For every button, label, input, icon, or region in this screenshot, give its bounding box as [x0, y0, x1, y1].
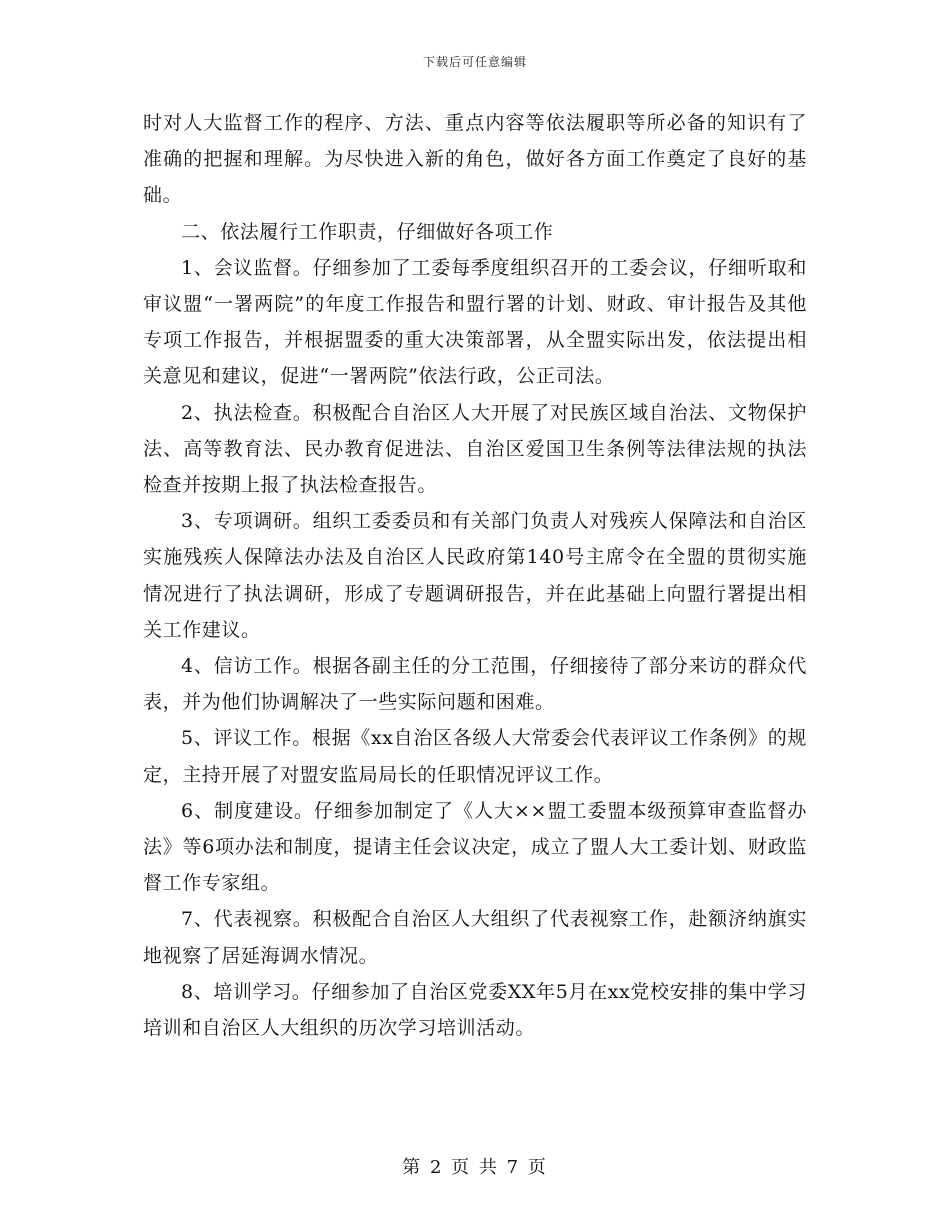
paragraph-training-study: 8、培训学习。仔细参加了自治区党委XX年5月在xx党校安排的集中学习培训和自治区人大组织的历次学习培训活动。 — [143, 980, 807, 1040]
page-number-footer: 第 2 页 共 7 页 — [402, 1157, 548, 1178]
paragraph-meeting-supervision: 1、会议监督。仔细参加了工委每季度组织召开的工委会议，仔细听取和审议盟“一署两院”的年度工作报告和盟行署的计划、财政、审计报告及其他专项工作报告，并根据盟委的重大决策部署，从全盟实际出发，依法提出相关意见和建议，促进“一署两院”依法行政，公正司法。 — [143, 256, 807, 388]
section-heading: 二、依法履行工作职责，仔细做好各项工作 — [181, 220, 554, 243]
paragraph-law-enforcement-inspection: 2、执法检查。积极配合自治区人大开展了对民族区域自治法、文物保护法、高等教育法、民办教育促进法、自治区爱国卫生条例等法律法规的执法检查并按期上报了执法检查报告。 — [143, 401, 807, 497]
paragraph-special-research: 3、专项调研。组织工委委员和有关部门负责人对残疾人保障法和自治区实施残疾人保障法办法及自治区人民政府第140号主席令在全盟的贯彻实施情况进行了执法调研，形成了专题调研报告，并在此基础上向盟行署提出相关工作建议。 — [143, 510, 807, 641]
paragraph-continuation: 时对人大监督工作的程序、方法、重点内容等依法履职等所必备的知识有了准确的把握和理解。为尽快进入新的角色，做好各方面工作奠定了良好的基础。 — [143, 112, 807, 207]
paragraph-system-building: 6、制度建设。仔细参加制定了《人大××盟工委盟本级预算审查监督办法》等6项办法和制度，提请主任会议决定，成立了盟人大工委计划、财政监督工作专家组。 — [143, 799, 807, 895]
paragraph-petition-work: 4、信访工作。根据各副主任的分工范围，仔细接待了部分来访的群众代表，并为他们协调解决了一些实际问题和困难。 — [143, 655, 807, 714]
page-header: 下载后可任意编辑 — [422, 55, 527, 69]
paragraph-representative-inspection: 7、代表视察。积极配合自治区人大组织了代表视察工作，赴额济纳旗实地视察了居延海调水情况。 — [143, 908, 807, 967]
document-body — [143, 105, 807, 1046]
paragraph-evaluation-work: 5、评议工作。根据《xx自治区各级人大常委会代表评议工作条例》的规定，主持开展了对盟安监局局长的任职情况评议工作。 — [143, 727, 807, 786]
